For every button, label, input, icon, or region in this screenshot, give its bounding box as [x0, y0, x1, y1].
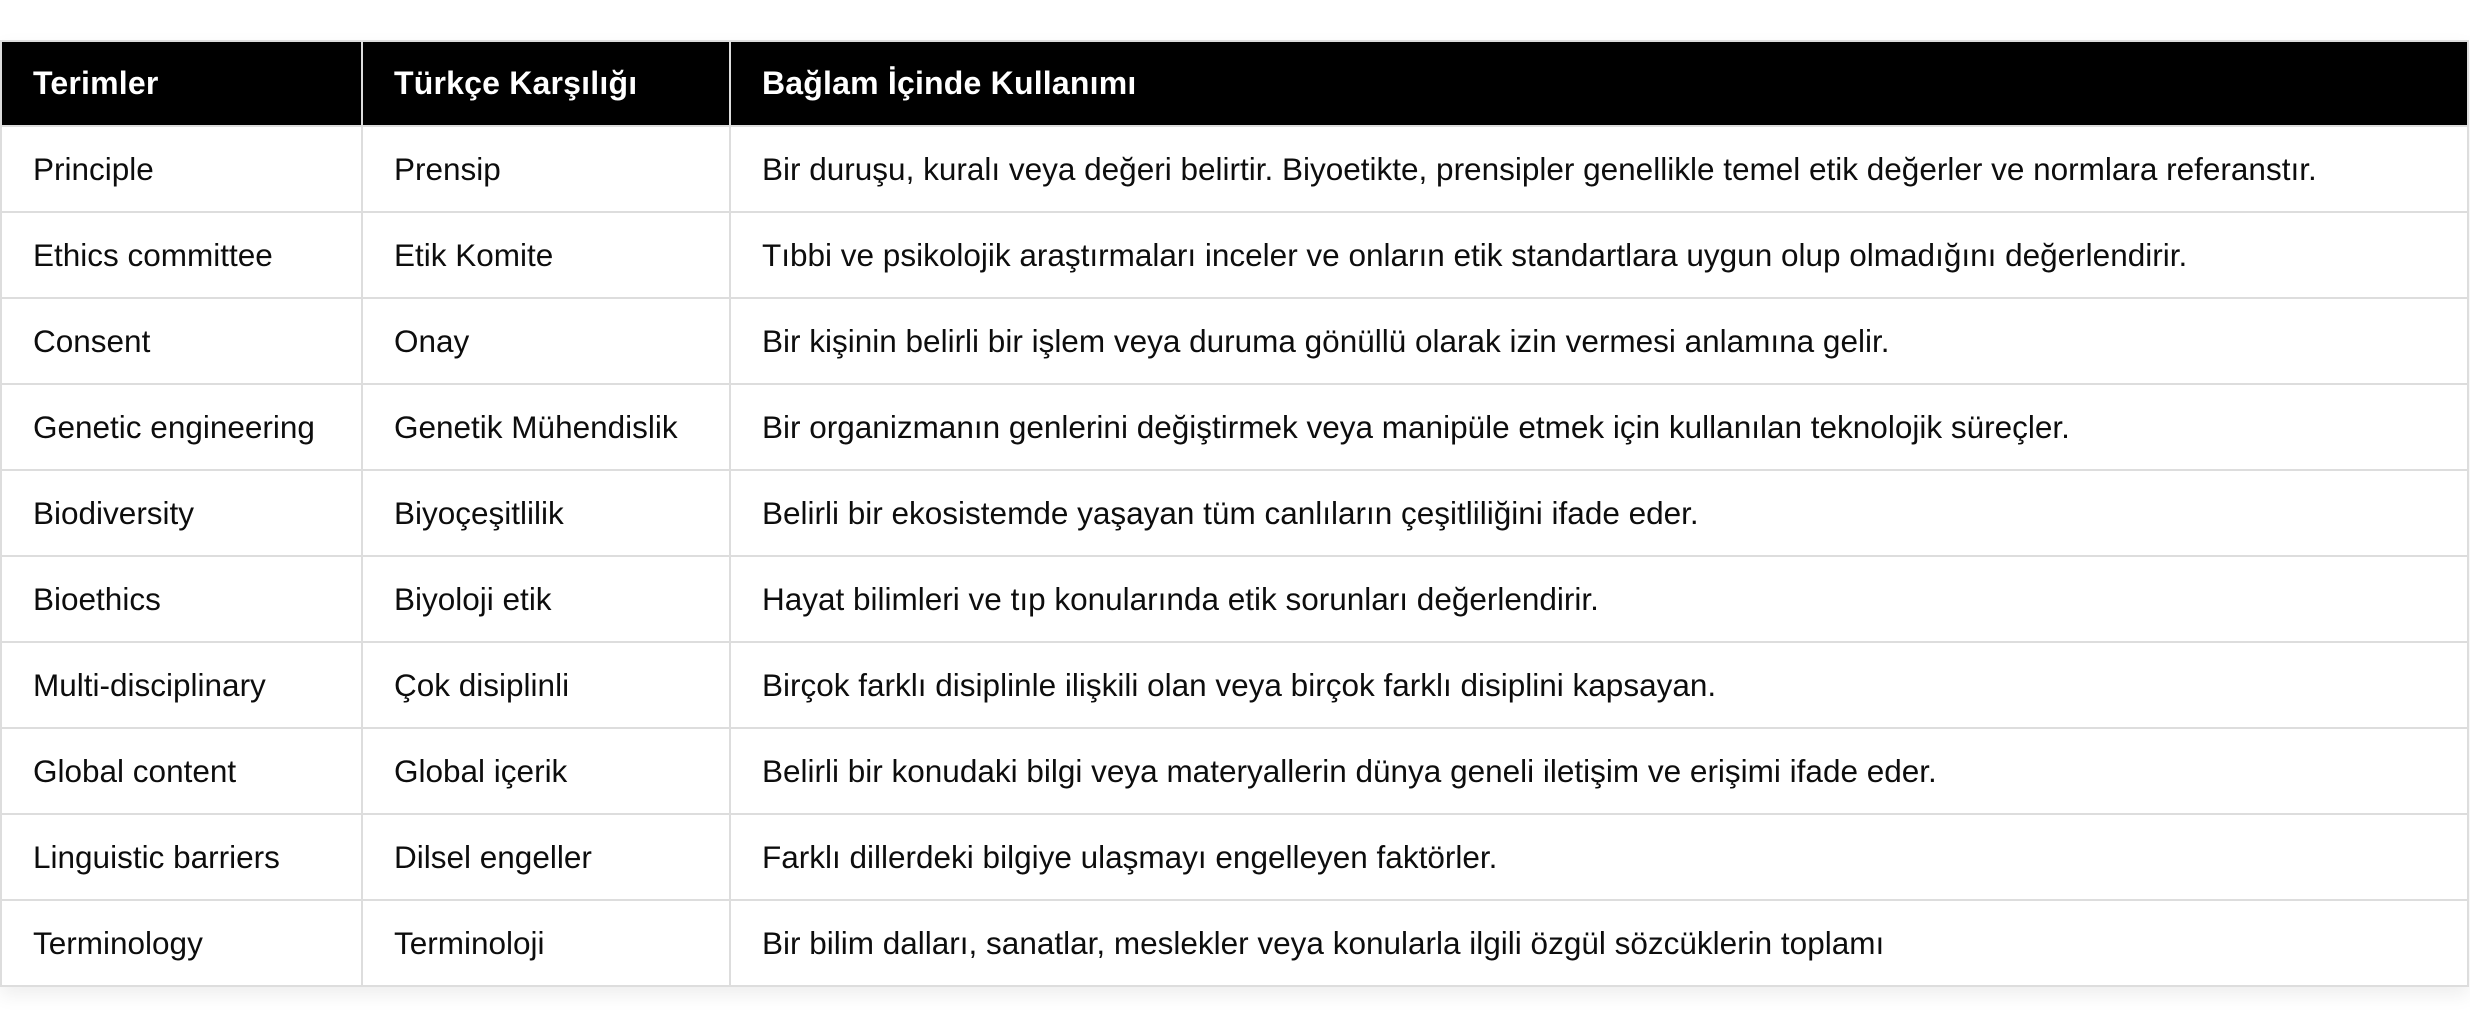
table-row [1, 384, 2468, 470]
cell-term: Consent [1, 298, 362, 384]
header-turkish-equivalent: Türkçe Karşılığı [362, 41, 730, 126]
header-row [1, 41, 2468, 126]
cell-turkish: Global içerik [362, 728, 730, 814]
table-row [1, 126, 2468, 212]
table-row [1, 728, 2468, 814]
cell-term: Genetic engineering [1, 384, 362, 470]
cell-term: Bioethics [1, 556, 362, 642]
cell-usage: Farklı dillerdeki bilgiye ulaşmayı engelleyen faktörler. [730, 814, 2468, 900]
table-row [1, 298, 2468, 384]
cell-usage: Belirli bir konudaki bilgi veya materyallerin dünya geneli iletişim ve erişimi ifade eder. [730, 728, 2468, 814]
cell-usage: Bir organizmanın genlerini değiştirmek veya manipüle etmek için kullanılan teknolojik süreçler. [730, 384, 2468, 470]
header-terms: Terimler [1, 41, 362, 126]
cell-turkish: Genetik Mühendislik [362, 384, 730, 470]
cell-usage: Birçok farklı disiplinle ilişkili olan veya birçok farklı disiplini kapsayan. [730, 642, 2468, 728]
table-row [1, 212, 2468, 298]
cell-turkish: Onay [362, 298, 730, 384]
cell-usage: Tıbbi ve psikolojik araştırmaları inceler ve onların etik standartlara uygun olup olmadığını değerlendirir. [730, 212, 2468, 298]
header-usage-in-context: Bağlam İçinde Kullanımı [730, 41, 2468, 126]
glossary-table [0, 40, 2469, 987]
cell-usage: Belirli bir ekosistemde yaşayan tüm canlıların çeşitliliğini ifade eder. [730, 470, 2468, 556]
cell-term: Multi-disciplinary [1, 642, 362, 728]
cell-usage: Bir kişinin belirli bir işlem veya duruma gönüllü olarak izin vermesi anlamına gelir. [730, 298, 2468, 384]
cell-usage: Bir bilim dalları, sanatlar, meslekler veya konularla ilgili özgül sözcüklerin toplamı [730, 900, 2468, 986]
cell-turkish: Prensip [362, 126, 730, 212]
table-row [1, 642, 2468, 728]
cell-turkish: Etik Komite [362, 212, 730, 298]
cell-usage: Hayat bilimleri ve tıp konularında etik sorunları değerlendirir. [730, 556, 2468, 642]
cell-term: Global content [1, 728, 362, 814]
cell-term: Biodiversity [1, 470, 362, 556]
cell-term: Ethics committee [1, 212, 362, 298]
cell-usage: Bir duruşu, kuralı veya değeri belirtir. Biyoetikte, prensipler genellikle temel etik değerler ve normlara referanstır. [730, 126, 2468, 212]
cell-turkish: Dilsel engeller [362, 814, 730, 900]
table-header [1, 41, 2468, 126]
cell-turkish: Biyoloji etik [362, 556, 730, 642]
table-row [1, 470, 2468, 556]
cell-term: Linguistic barriers [1, 814, 362, 900]
cell-term: Terminology [1, 900, 362, 986]
table-body [1, 126, 2468, 986]
glossary-table-container [0, 40, 2469, 987]
table-row [1, 900, 2468, 986]
cell-turkish: Biyoçeşitlilik [362, 470, 730, 556]
table-row [1, 814, 2468, 900]
table-row [1, 556, 2468, 642]
cell-turkish: Çok disiplinli [362, 642, 730, 728]
cell-term: Principle [1, 126, 362, 212]
cell-turkish: Terminoloji [362, 900, 730, 986]
